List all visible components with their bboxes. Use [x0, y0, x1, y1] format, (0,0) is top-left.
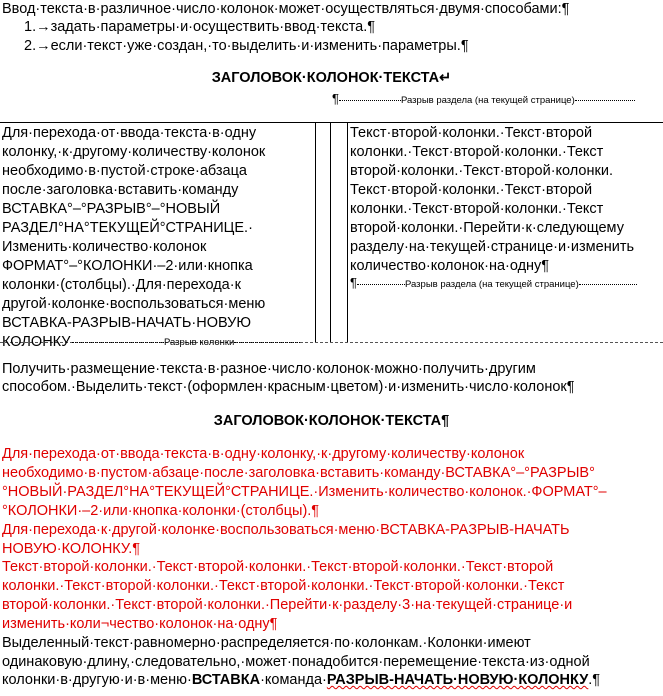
column-right[interactable] — [350, 124, 661, 291]
red-line: Для·перехода·от·ввода·текста·в·одну·колонку,·к·другому·количеству·колонок — [2, 446, 525, 462]
column-left-line: ФОРМАТ°–°КОЛОНКИ·–2·или·кнопка — [2, 258, 253, 274]
intro-line: Ввод·текста·в·различное·число·колонок·может·осуществляться·двумя·способами:¶ — [2, 1, 570, 17]
column-right-boundary — [347, 122, 348, 342]
column-right-line: колонки.·Текст·второй·колонки.·Текст — [350, 144, 604, 160]
column-left-line: колонки·(столбцы).·Для·перехода·к — [2, 277, 241, 293]
column-left-last-line — [2, 333, 314, 352]
column-left[interactable] — [2, 124, 314, 352]
column-left-line: КОЛОНКУ — [2, 334, 71, 350]
section-break-label: Разрыв раздела (на текущей странице) — [400, 95, 575, 106]
red-line: изменить·коли¬чество·колонок·на·одну¶ — [2, 616, 278, 632]
heading-2: ЗАГОЛОВОК·КОЛОНОК·ТЕКСТА¶ — [213, 413, 450, 429]
column-right-line: Текст·второй·колонки.·Текст·второй — [350, 125, 593, 141]
red-line: второй·колонки.·Текст·второй·колонки.·Перейти·к·разделу·3·на·текущей·странице·и — [2, 597, 573, 613]
section-break-mark: ¶ — [350, 275, 357, 290]
column-left-line: Изменить·количество·колонок — [2, 239, 207, 255]
red-line: °НОВЫЙ·РАЗДЕЛ°НА°ТЕКУЩЕЙ°СТРАНИЦЕ.·Изменить·количество·колонок.·ФОРМАТ°– — [2, 484, 607, 500]
final-text: ·команда· — [260, 672, 327, 688]
final-text: колонки·в·другую·и·в·меню· — [2, 672, 192, 688]
column-gutter-line — [330, 122, 331, 342]
column-right-line: Текст·второй·колонки.·Текст·второй — [350, 182, 593, 198]
column-left-line: ВСТАВКА°–°РАЗРЫВ°–°НОВЫЙ — [2, 201, 221, 217]
red-line: необходимо·в·пустом·абзаце·после·заголовка·вставить·команду·ВСТАВКА°–°РАЗРЫВ° — [2, 465, 595, 481]
final-para-line: Выделенный·текст·равномерно·распределяется·по·колонкам.·Колонки·имеют — [2, 635, 531, 651]
red-line: колонки.·Текст·второй·колонки.·Текст·второй·колонки.·Текст·второй·колонки.·Текст — [2, 578, 565, 594]
para2-line: Получить·размещение·текста·в·разное·число·колонок·можно·получить·другим — [2, 361, 536, 377]
final-para-line — [2, 671, 661, 690]
column-left-line: Для·перехода·от·ввода·текста·в·одну — [2, 125, 257, 141]
final-para-line: одинаковую·длину,·следовательно,·может·понадобится·перемещение·текста·из·одной — [2, 654, 590, 670]
red-line: НОВУЮ·КОЛОНКУ.¶ — [2, 541, 141, 557]
column-break — [72, 337, 312, 349]
column-break-label: Разрыв колонки — [164, 337, 235, 348]
section-break-mark: ¶ — [332, 91, 339, 106]
final-bold: ВСТАВКА — [191, 672, 261, 688]
list-item-2: 2.→если·текст·уже·создан,·то·выделить·и·изменить·параметры.¶ — [24, 38, 469, 54]
red-line: °КОЛОНКИ·–2·или·кнопка·колонки·(столбцы).¶ — [2, 503, 320, 519]
final-bold: РАЗРЫВ-НАЧАТЬ·НОВУЮ·КОЛОНКУ — [326, 672, 589, 688]
column-left-line: после·заголовка·вставить·команду — [2, 182, 239, 198]
red-line: Для·перехода·к·другой·колонке·воспользоваться·меню·ВСТАВКА-РАЗРЫВ-НАЧАТЬ — [2, 522, 570, 538]
column-right-line: количество·колонок·на·одну¶ — [350, 258, 550, 274]
section-break-2 — [350, 277, 661, 291]
red-line: Текст·второй·колонки.·Текст·второй·колонки.·Текст·второй·колонки.·Текст·второй — [2, 559, 554, 575]
column-left-line: необходимо·в·пустой·строке·абзаца — [2, 163, 247, 179]
list-item-1: 1.→задать·параметры·и·осуществить·ввод·текста.¶ — [24, 19, 376, 35]
column-right-line: колонки.·Текст·второй·колонки.·Текст — [350, 201, 604, 217]
section-break-1 — [332, 93, 661, 107]
column-left-line: колонку,·к·другому·количеству·колонок — [2, 144, 266, 160]
column-right-line: второй·колонки.·Текст·второй·колонки. — [350, 163, 613, 179]
heading-1: ЗАГОЛОВОК·КОЛОНОК·ТЕКСТА↵ — [211, 70, 452, 86]
column-left-line: ВСТАВКА-РАЗРЫВ-НАЧАТЬ·НОВУЮ — [2, 315, 252, 331]
section-top-border — [0, 122, 663, 123]
column-left-boundary — [315, 122, 316, 342]
para2-line: способом.·Выделить·текст·(оформлен·красным·цветом)·и·изменить·число·колонок¶ — [2, 379, 575, 395]
section-break-label: Разрыв раздела (на текущей странице) — [404, 279, 579, 290]
final-text: .¶ — [588, 672, 601, 688]
column-right-line: второй·колонки.·Перейти·к·следующему — [350, 220, 624, 236]
column-left-line: РАЗДЕЛ°НА°ТЕКУЩЕЙ°СТРАНИЦЕ.· — [2, 220, 253, 236]
column-right-line: разделу·на·текущей·странице·и·изменить — [350, 239, 635, 255]
column-left-line: другой·колонке·воспользоваться·меню — [2, 296, 266, 312]
